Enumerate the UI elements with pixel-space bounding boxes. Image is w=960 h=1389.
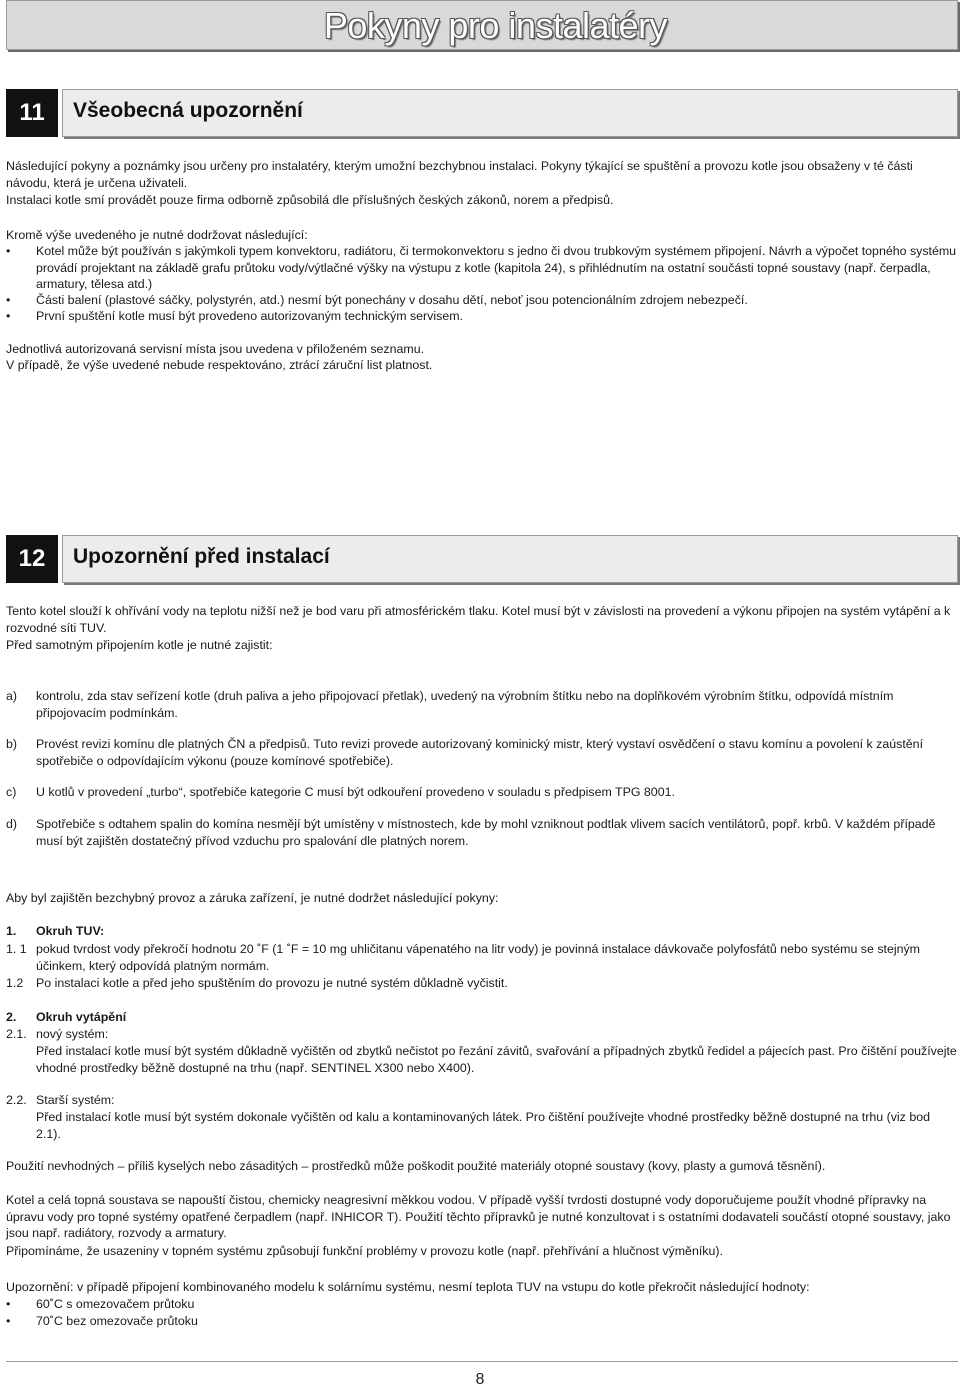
bullet-text: 60˚C s omezovačem průtoku [36,1297,195,1311]
service-points-note: Jednotlivá autorizovaná servisní místa jsou uvedena v přiloženém seznamu. [6,342,425,356]
bullet-mark: • [6,1297,11,1311]
item-text: Před instalací kotle musí být systém důkladně vyčištěn od zbytků nečistot po řezání závitů, svařování a případných zbytků ředidel a pájecích past. Pro čištění používejte vhodné prostředky běžně dostupné na trhu (např. SENTINEL X300 nebo X400). [36,1044,957,1075]
item-label: d) [6,817,18,831]
section-12-header [6,535,958,583]
unsuitable-agents-note: Použití nevhodných – příliš kyselých nebo zásaditých – prostředků může poškodit použité materiály otopné soustavy (kovy, plasty a gumová těsnění). [6,1159,826,1173]
item-label: 2.2. [6,1093,27,1107]
bullet-mark: • [6,244,11,258]
section-12-before: Před samotným připojením kotle je nutné zajistit: [6,638,273,652]
bullet-mark: • [6,293,11,307]
item-text: kontrolu, zda stav seřízení kotle (druh paliva a jeho připojovací přetlak), uvedený na výrobním štítku nebo na doplňkovém výrobním štítku, odpovídá místním připojovacím podmínkám. [36,689,894,720]
warranty-note: V případě, že výše uvedené nebude respektováno, ztrácí záruční list platnost. [6,358,433,372]
footer-divider [6,1361,958,1362]
section-11-header [6,89,958,137]
item-text: Spotřebiče s odtahem spalin do komína nesmějí být umístěny v místnostech, kde by mohl vzniknout podtlak vlivem sacích ventilátorů, popř. krbů. V každém případě musí být zajištěn dostatečný přívod vzduchu pro spalování dle platných norem. [36,817,936,848]
item-heading: Starší systém: [36,1093,115,1107]
page-title: Pokyny pro instalatéry [323,5,667,46]
item-label: 1. 1 [6,942,27,956]
item-text: Provést revizi komínu dle platných ČN a předpisů. Tuto revizi provede autorizovaný kominický mistr, který vystaví osvědčení o stavu komínu a povolení k zaústění spotřebiče o odpovídajícím výkonu (pouze komínové spotřebiče). [36,737,924,768]
subsection-number: 2. [6,1010,17,1024]
section-number: 11 [6,89,58,137]
item-label: c) [6,785,17,799]
item-text: U kotlů v provedení „turbo“, spotřebiče kategorie C musí být odkouření provedeno v souladu s předpisem TPG 8001. [36,785,675,799]
solar-note: Upozornění: v případě připojení kombinovaného modelu k solárnímu systému, nesmí teplota TUV na vstupu do kotle překročit následující hodnoty: [6,1280,810,1294]
item-label: b) [6,737,18,751]
page-header-banner [6,0,958,50]
bullet-text: Kotel může být používán s jakýmkoli typem konvektoru, radiátoru, či termokonvektoru s jedno či dvou trubkovým systémem připojení. Návrh a výpočet topného systému provádí projektant na základě grafu průtoku vody/výtlačné výšky na výstupu z kotle (kapitola 24), s přihlédnutím na ostatní součásti topné soustavy (např. čerpadla, armatury, tělesa atd.) [36,244,957,291]
section-title: Upozornění před instalací [73,545,330,568]
section-11-intro: Následující pokyny a poznámky jsou určeny pro instalatéry, kterým umožní bezchybnou instalaci. Pokyny týkající se spuštění a provozu kotle jsou obsaženy v té části návodu, která je určena uživateli. [6,159,913,190]
item-text: pokud tvrdost vody překročí hodnotu 20 ˚F (1 ˚F = 10 mg uhličitanu vápenatého na litr vody) je povinná instalace dávkovače polyfosfátů nebo systému se stejným účinkem, který odpovídá platným normám. [36,942,921,973]
item-label: a) [6,689,18,703]
section-11-firms-note: Instalaci kotle smí provádět pouze firma odborně způsobilá dle příslušných českých zákonů, norem a předpisů. [6,193,614,207]
section-11-besides: Kromě výše uvedeného je nutné dodržovat následující: [6,228,308,242]
subsection-title: Okruh vytápění [36,1010,127,1024]
section-title-bar [62,535,958,583]
bullet-text: První spuštění kotle musí být provedeno autorizovaným technickým servisem. [36,309,463,323]
bullet-mark: • [6,1314,11,1328]
section-12-intro: Tento kotel slouží k ohřívání vody na teplotu nižší než je bod varu při atmosférickém tlaku. Kotel musí být v závislosti na provedení a výkonu připojen na systém vytápění a k rozvodné síti TUV. [6,604,951,635]
item-text: Po instalaci kotle a před jeho spuštěním do provozu je nutné systém důkladně vyčistit. [36,976,508,990]
guarantee-note: Aby byl zajištěn bezchybný provoz a záruka zařízení, je nutné dodržet následující pokyny: [6,891,499,905]
item-heading: nový systém: [36,1027,109,1041]
item-label: 2.1. [6,1027,27,1041]
section-title: Všeobecná upozornění [73,99,303,122]
bullet-text: Části balení (plastové sáčky, polystyrén, atd.) nesmí být ponechány v dosahu dětí, neboť jsou potencionálním zdrojem nebezpečí. [36,293,748,307]
item-text: Před instalací kotle musí být systém dokonale vyčištěn od kalu a kontaminovaných látek. Pro čištění používejte vhodné prostředky běžně dostupné na trhu (viz bod 2.1). [36,1110,930,1141]
bullet-text: 70˚C bez omezovače průtoku [36,1314,198,1328]
deposits-note: Připomínáme, že usazeniny v topném systému způsobují funkční problémy v provozu kotle (např. přehřívání a hlučnost výměníku). [6,1244,723,1258]
section-title-bar [62,89,958,137]
page-number: 8 [475,1371,485,1388]
section-number: 12 [6,535,58,583]
item-label: 1.2 [6,976,24,990]
water-fill-note: Kotel a celá topná soustava se napouští čistou, chemicky neagresivní měkkou vodou. V případě vyšší tvrdosti dostupné vody doporučujeme použít vhodné přípravky na úpravu vody pro topné systémy opatřené čerpadlem (např. INHICOR T). Použití těchto přípravků je nutné konzultovat i s ostatními dodavateli součástí otopné soustavy, jako jsou např. radiátory, rozvody a armatury. [6,1193,951,1240]
bullet-mark: • [6,309,11,323]
subsection-title: Okruh TUV: [36,924,105,938]
subsection-number: 1. [6,924,17,938]
